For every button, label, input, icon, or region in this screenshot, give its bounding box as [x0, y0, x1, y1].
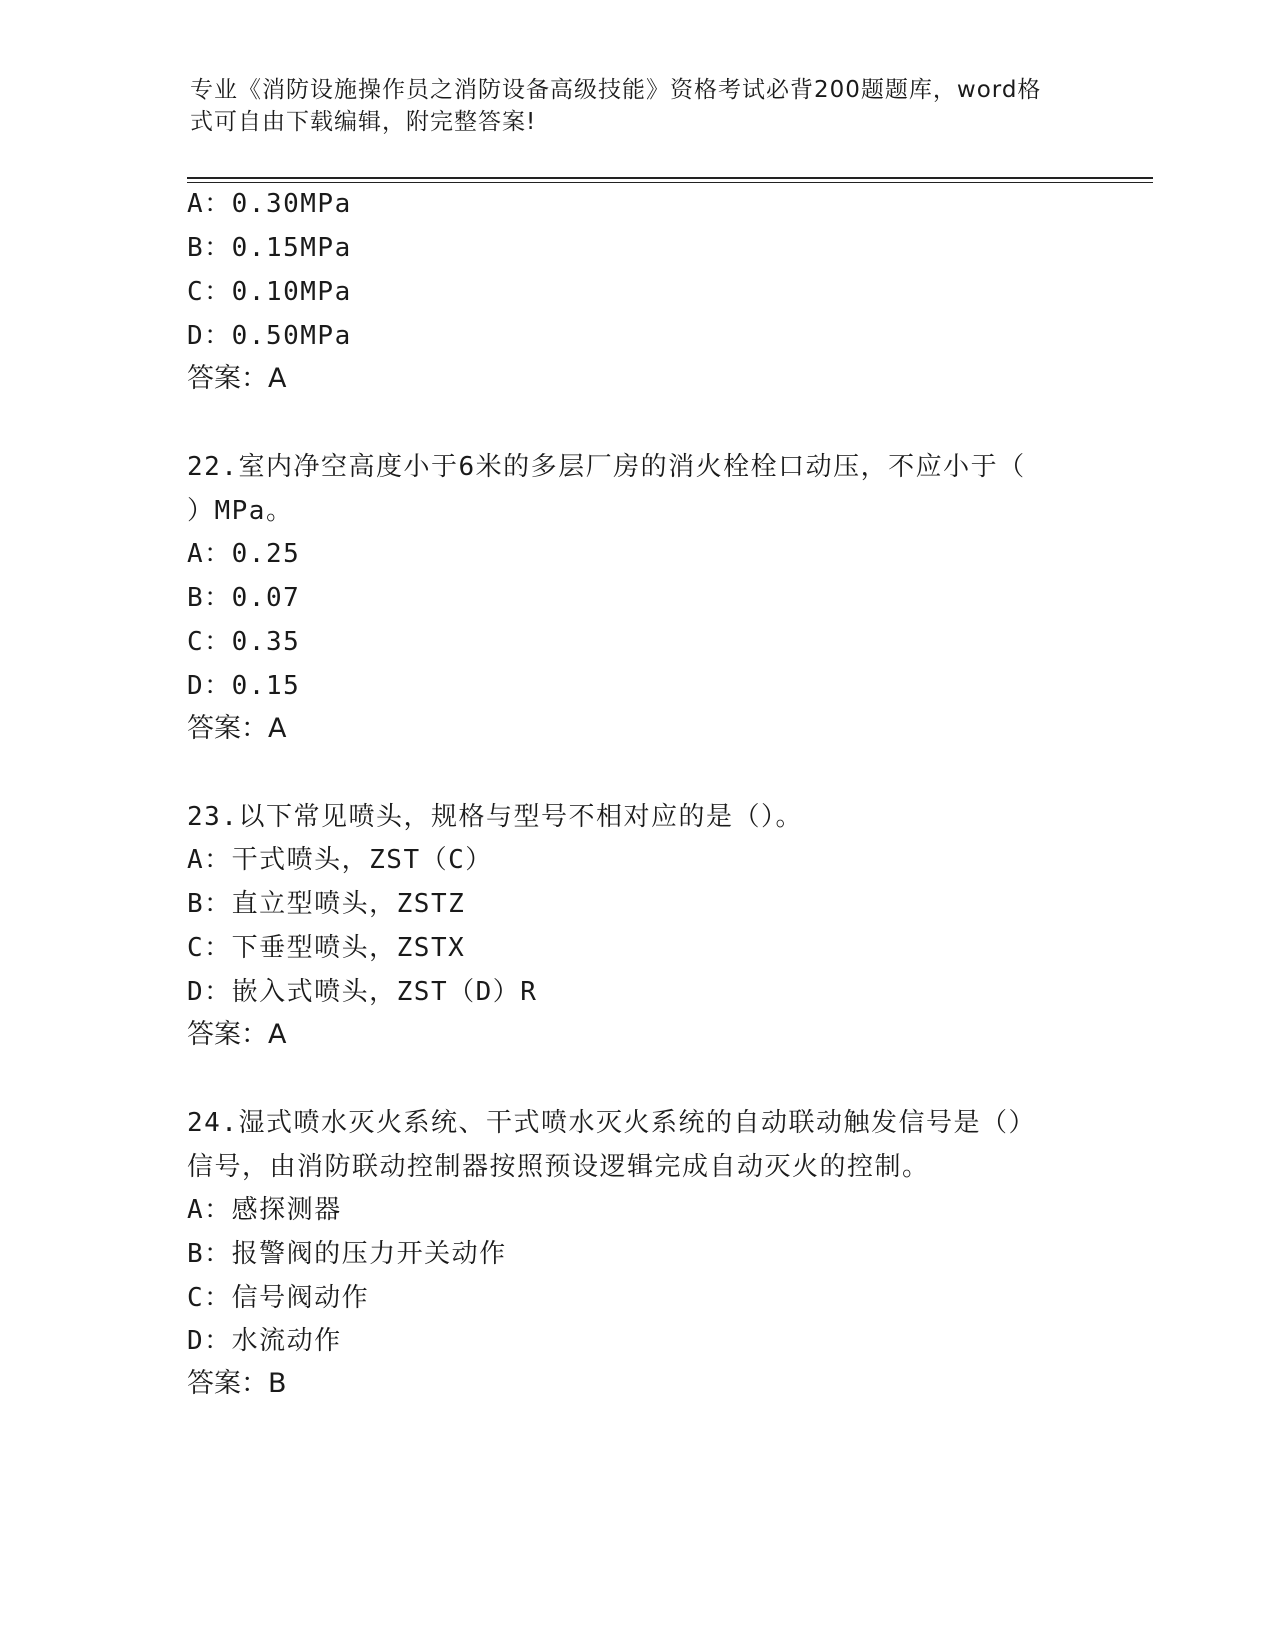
header-line-1: 专业《消防设施操作员之消防设备高级技能》资格考试必背200题题库，word格	[190, 77, 1042, 103]
q23-option-d: D：嵌入式喷头，ZST（D）R	[187, 977, 538, 1007]
header-line-2: 式可自由下载编辑，附完整答案!	[190, 109, 537, 135]
q23-option-a: A：干式喷头，ZST（C）	[187, 845, 493, 875]
q24-option-c: C：信号阀动作	[187, 1283, 370, 1313]
q22-question-line-1: 22.室内净空高度小于6米的多层厂房的消火栓栓口动压，不应小于（	[187, 452, 1026, 482]
q21-option-c: C：0.10MPa	[187, 277, 352, 307]
header-divider-thin	[187, 182, 1153, 183]
q21-option-d: D：0.50MPa	[187, 321, 352, 351]
q23-option-b: B：直立型喷头，ZSTZ	[187, 889, 466, 919]
q24-option-a: A：感探测器	[187, 1195, 342, 1225]
q23-question-line-1: 23.以下常见喷头，规格与型号不相对应的是（）。	[187, 802, 803, 832]
q24-option-b: B：报警阀的压力开关动作	[187, 1239, 507, 1269]
q22-option-b: B：0.07	[187, 583, 301, 613]
q21-option-a: A：0.30MPa	[187, 189, 352, 219]
q22-answer: 答案：A	[187, 713, 287, 744]
header-divider-thick	[187, 177, 1153, 179]
q22-option-a: A：0.25	[187, 539, 301, 569]
q22-question-line-2: ）MPa。	[187, 496, 294, 526]
q21-answer: 答案：A	[187, 363, 287, 394]
q24-question-line-2: 信号，由消防联动控制器按照预设逻辑完成自动灭火的控制。	[187, 1152, 930, 1182]
q22-option-d: D：0.15	[187, 671, 301, 701]
q24-option-d: D：水流动作	[187, 1326, 342, 1356]
document-header	[190, 74, 1090, 138]
q23-option-c: C：下垂型喷头，ZSTX	[187, 933, 466, 963]
q21-option-b: B：0.15MPa	[187, 233, 352, 263]
q24-question-line-1: 24.湿式喷水灭火系统、干式喷水灭火系统的自动联动触发信号是（）	[187, 1108, 1036, 1138]
q24-answer: 答案：B	[187, 1368, 287, 1399]
q22-option-c: C：0.35	[187, 627, 301, 657]
q23-answer: 答案：A	[187, 1019, 287, 1050]
